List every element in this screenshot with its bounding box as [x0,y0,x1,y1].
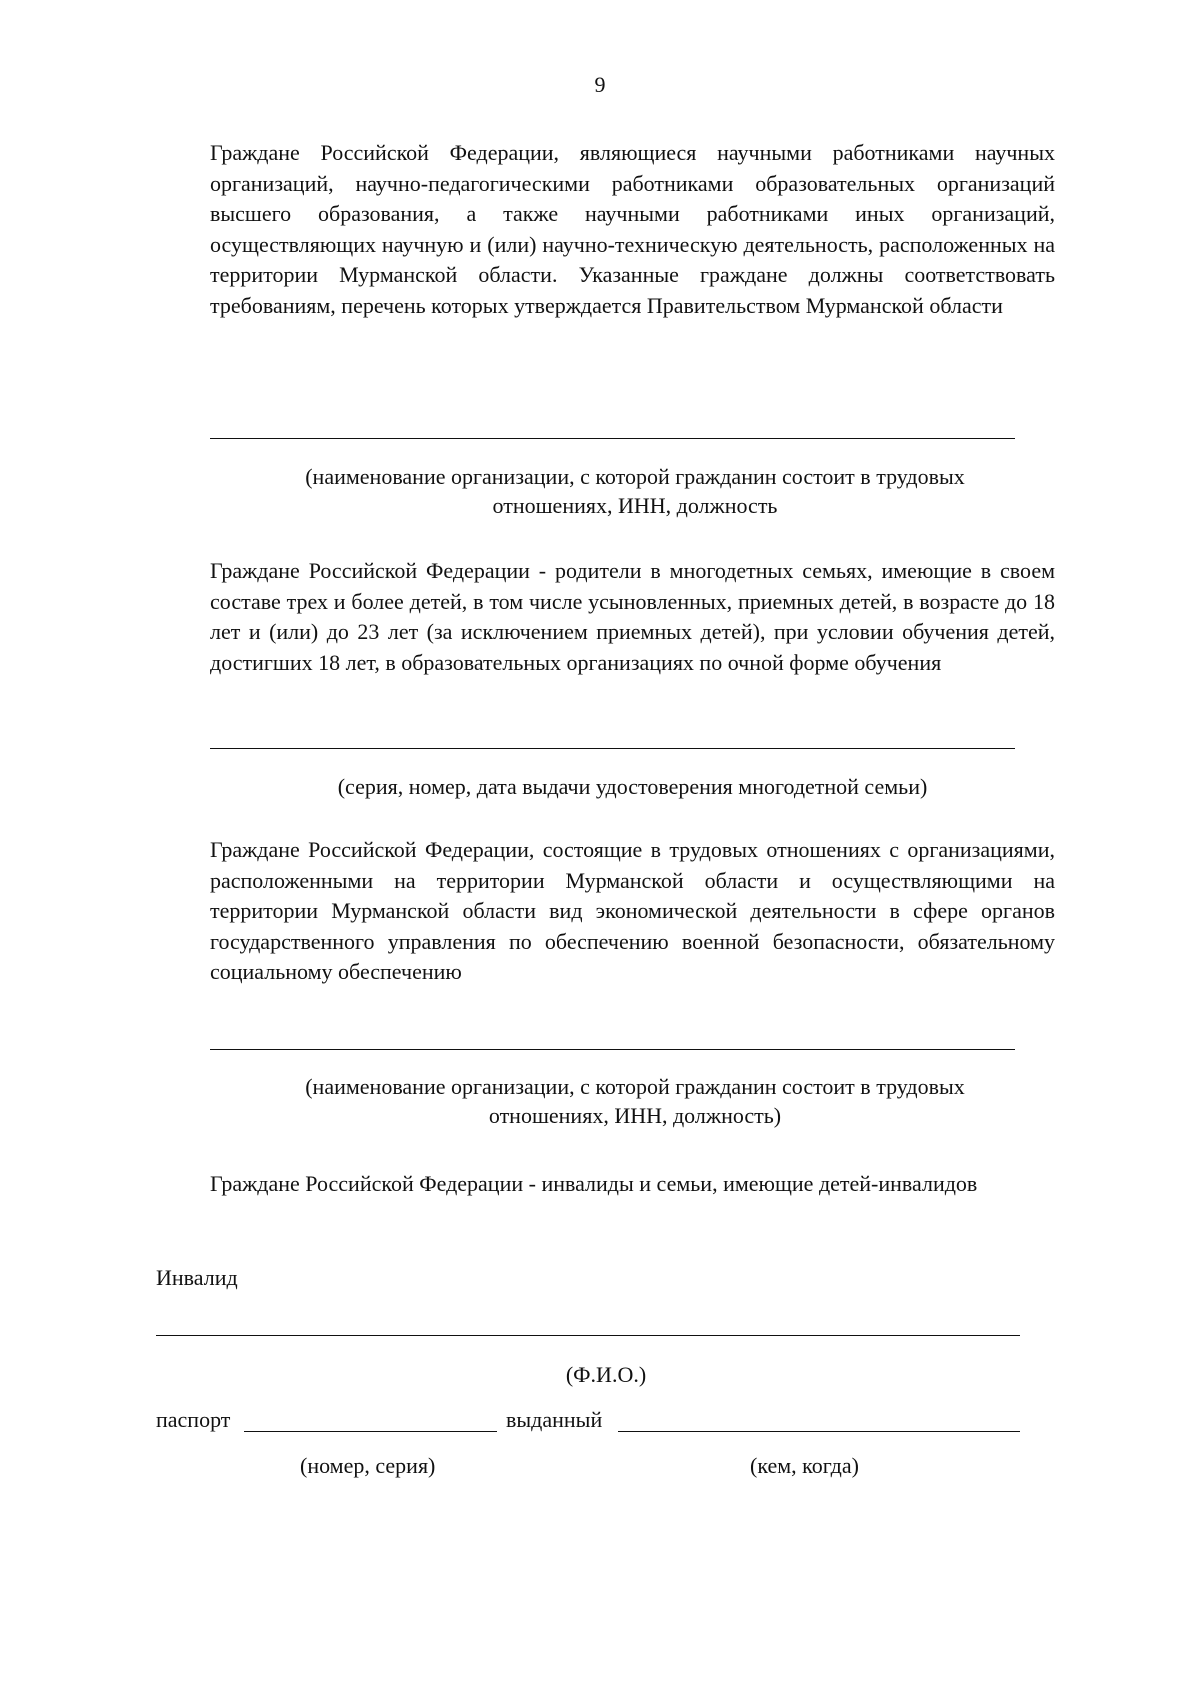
section-1-fill-line [210,438,1015,439]
passport-label: паспорт [156,1407,231,1432]
section-3-text: Граждане Российской Федерации, состоящие в трудовых отношениях с организациями, расположенными на территории Мурманской области и осуществляющими на территории Мурманской области вид экономической деятельности в сфере органов государственного управления по обеспечению военной безопасности, обязательному социальному обеспечению [210,837,1055,984]
issuer-caption: (кем, когда) [750,1453,859,1478]
issued-label: выданный [506,1407,603,1432]
disabled-heading: Инвалид [156,1265,238,1290]
page-number: 9 [594,72,606,97]
section-2-text: Граждане Российской Федерации - родители в многодетных семьях, имеющие в своем составе трех и более детей, в том числе усыновленных, приемных детей, в возрасте до 18 лет и (или) до 23 лет (за исключением приемных детей), при условии обучения детей, достигших 18 лет, в образовательных организациях по очной форме обучения [210,558,1055,675]
section-4-text: Граждане Российской Федерации - инвалиды и семьи, имеющие детей-инвалидов [210,1171,978,1196]
issuer-fill-line [618,1431,1020,1432]
section-2-fill-line [210,748,1015,749]
section-3-caption: (наименование организации, с которой гражданин состоит в трудовых отношениях, ИНН, должность) [305,1074,965,1128]
passport-number-fill-line [244,1431,497,1432]
number-series-caption: (номер, серия) [300,1453,436,1478]
section-3-fill-line [210,1049,1015,1050]
fio-fill-line [156,1335,1020,1336]
section-1-text: Граждане Российской Федерации, являющиеся научными работниками научных организаций, научно-педагогическими работниками образовательных организаций высшего образования, а также научными работниками иных организаций, осуществляющих научную и (или) научно-техническую деятельность, расположенных на территории Мурманской области. Указанные граждане должны соответствовать требованиям, перечень которых утверждается Правительством Мурманской области [210,140,1055,318]
section-2-caption: (серия, номер, дата выдачи удостоверения многодетной семьи) [337,774,928,799]
fio-caption: (Ф.И.О.) [565,1362,647,1387]
section-1-caption: (наименование организации, с которой гражданин состоит в трудовых отношениях, ИНН, должность [305,464,965,518]
